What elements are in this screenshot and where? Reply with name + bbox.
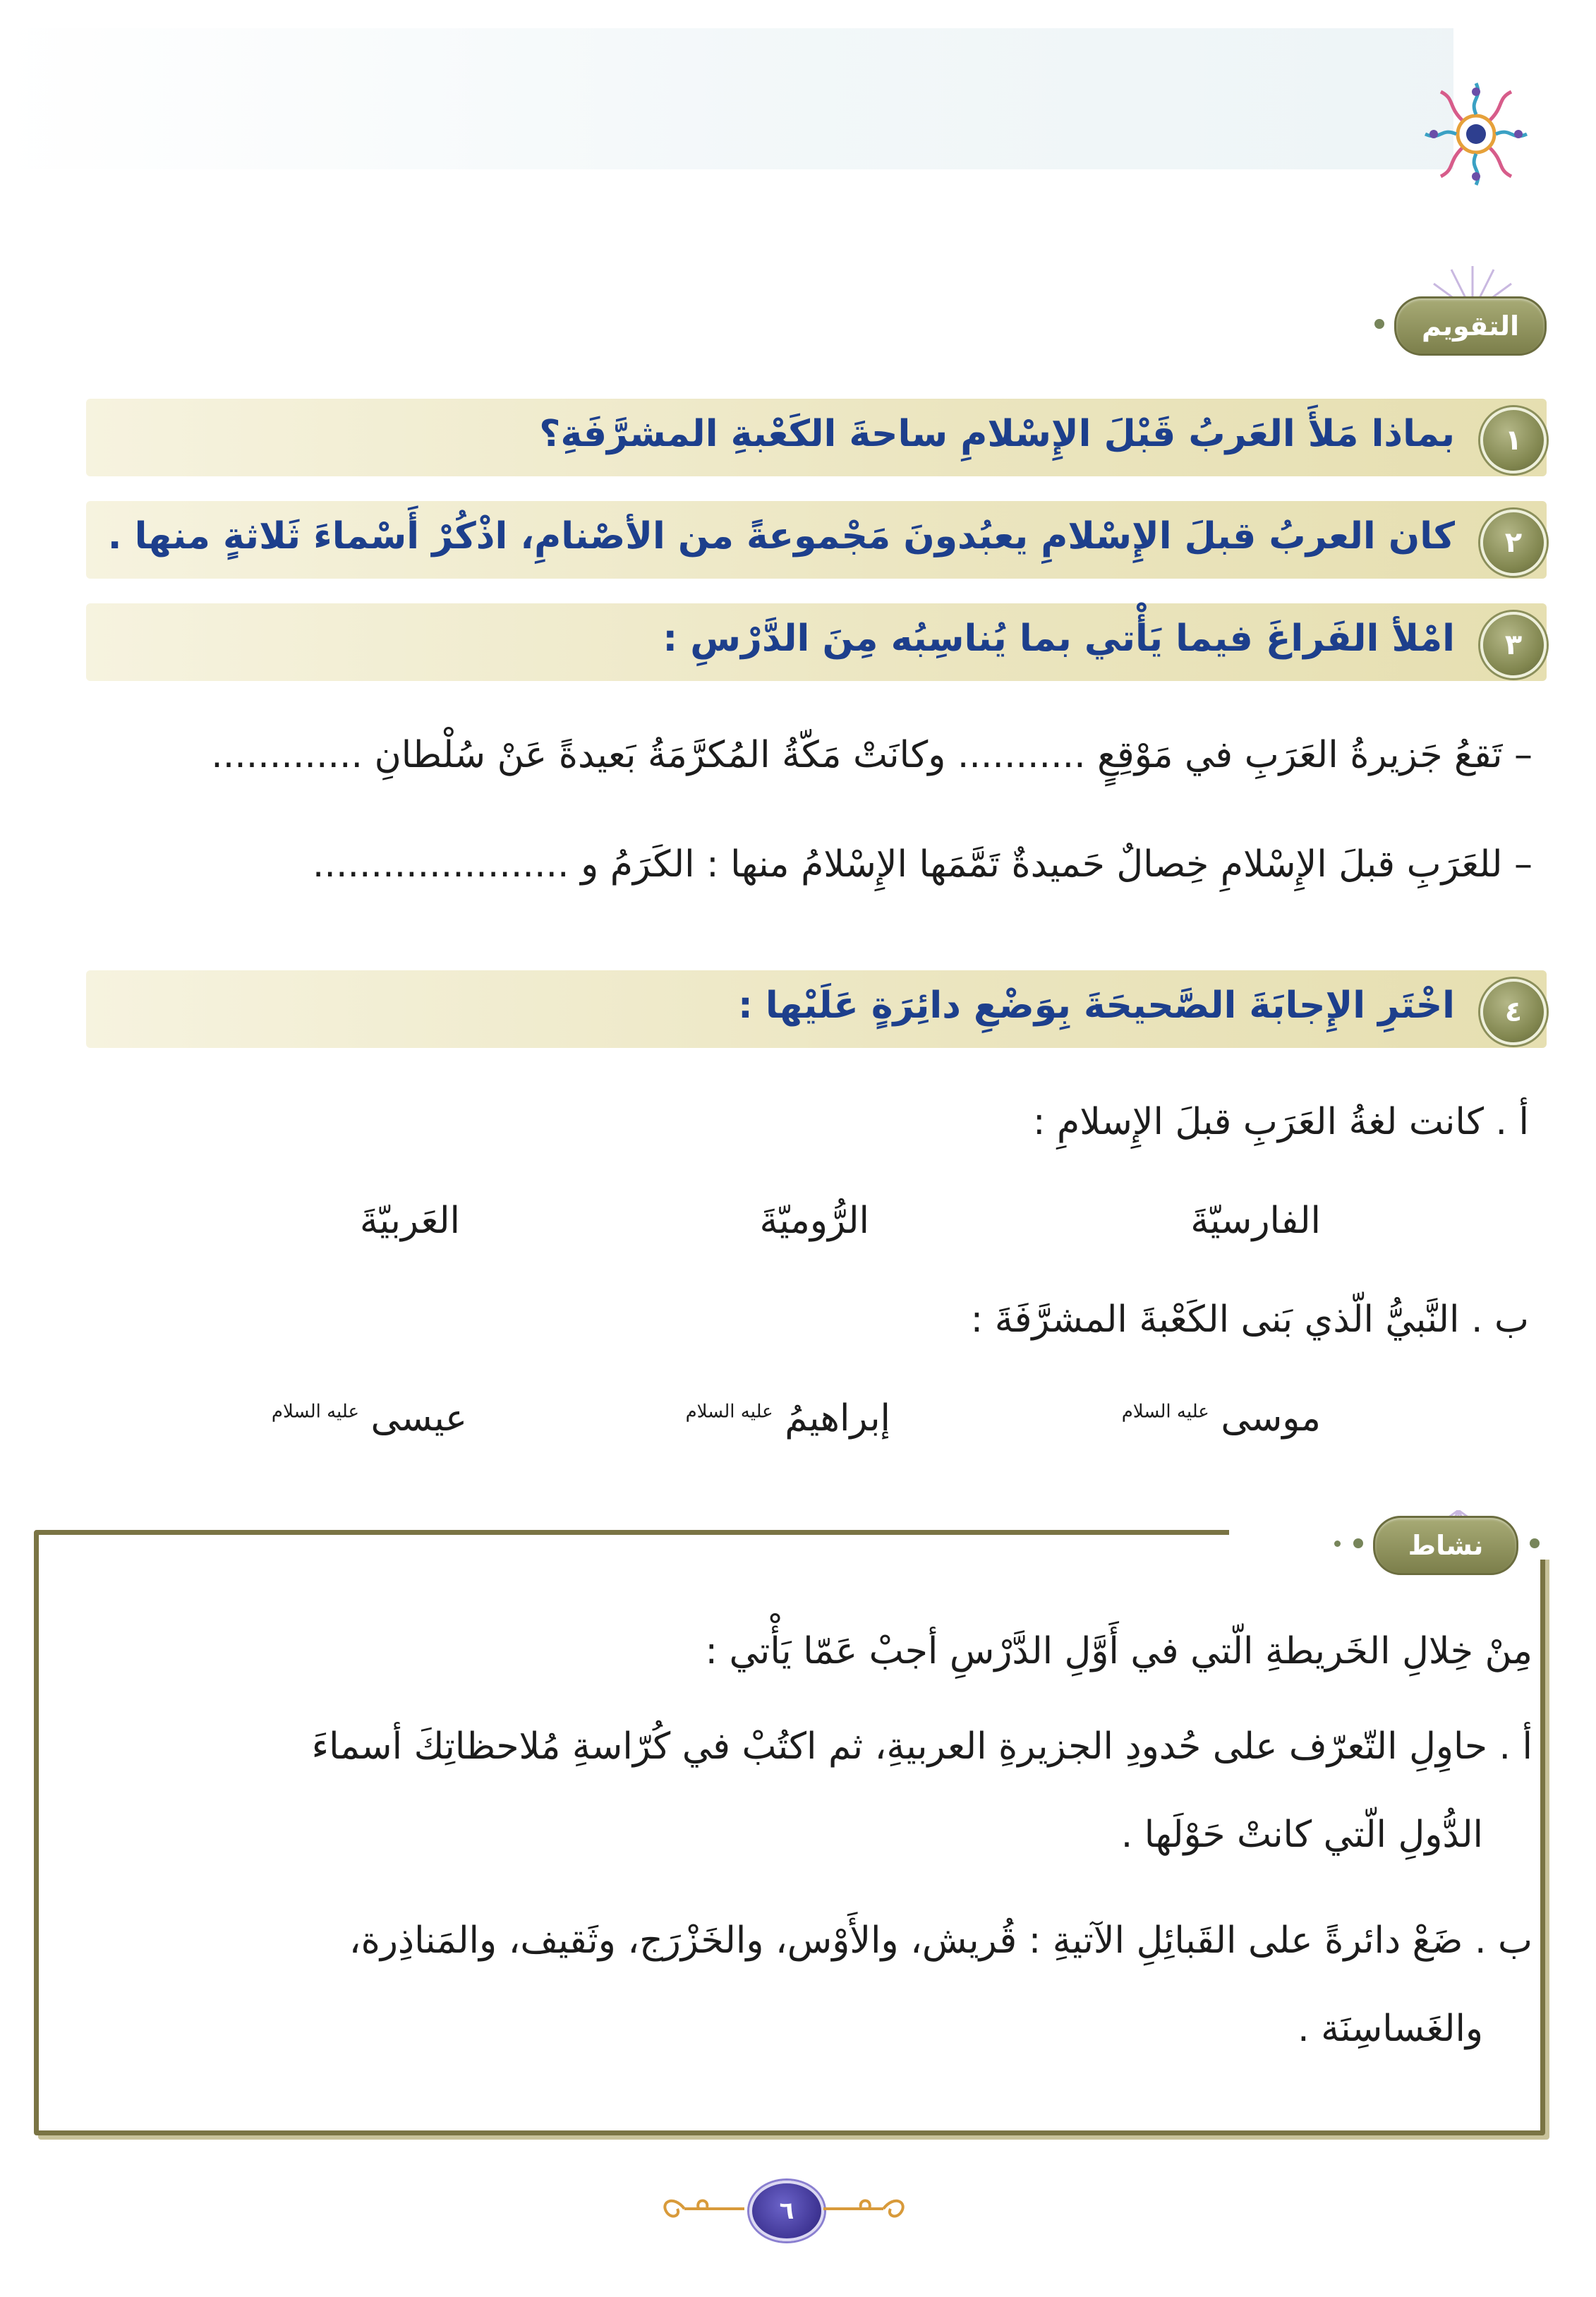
activity-item-a-line-2: الدُّولِ الّتي كانتْ حَوْلَها . — [1120, 1814, 1483, 1856]
question-number-3: ٣ — [1480, 612, 1547, 678]
page-number — [749, 2181, 824, 2241]
question-text-4: اخْتَرِ الإِجابَةَ الصَّحيحَةَ بِوَضْعِ دائِرَةٍ عَلَيْها : — [737, 984, 1455, 1027]
pbuh-glyph: عليه السلام — [685, 1401, 773, 1423]
badge-dot — [1530, 1538, 1540, 1548]
activity-item-b-line-1: ب . ضَعْ دائرةً على القَبائِلِ الآتيةِ : قُريش، والأَوْس، والخَزْرَج، وثَقيف، والمَناذِرة، — [349, 1919, 1532, 1962]
option-musa[interactable] — [1122, 1397, 1321, 1440]
scroll-flourish-left-icon — [656, 2188, 748, 2230]
option-arabic[interactable]: العَربيّةَ — [359, 1200, 460, 1242]
question-text-3: امْلأ الفَراغَ فيما يَأْتي بما يُناسِبُه مِنَ الدَّرْسِ : — [663, 617, 1455, 660]
activity-item-b-line-2: والغَساسِنَة . — [1298, 2008, 1483, 2050]
page-number-label: ٦ — [779, 2197, 794, 2225]
fill-blank-line-2: – للعَرَبِ قبلَ الإِسْلامِ خِصالٌ حَميدةٌ تَمَّمَها الإِسْلامُ منها : الكَرَمُ و ...................... — [312, 843, 1532, 886]
option-isa-label: عيسى — [370, 1397, 467, 1440]
section-label: التقويم — [1421, 311, 1520, 342]
question-number-2: ٢ — [1480, 510, 1547, 576]
option-ibrahim[interactable] — [686, 1397, 890, 1440]
floral-ornament-icon — [1420, 78, 1532, 191]
scroll-flourish-right-icon — [820, 2188, 912, 2230]
section-badge-activity — [1373, 1516, 1518, 1575]
section-badge-evaluation — [1394, 296, 1547, 356]
choice-question-b: ب . النَّبيُّ الّذي بَنى الكَعْبةَ المشرَّفَةَ : — [970, 1298, 1529, 1341]
question-text-1: بماذا مَلأَ العَربُ قَبْلَ الإِسْلامِ ساحةَ الكَعْبةِ المشرَّفَةِ؟ — [539, 413, 1455, 455]
question-text-2: كان العربُ قبلَ الإِسْلامِ يعبُدونَ مَجْموعةً من الأصْنامِ، اذْكُرْ أَسْماءَ ثَلاثةٍ منها . — [107, 515, 1455, 557]
header-band — [0, 28, 1453, 169]
option-persian[interactable]: الفارسيّةَ — [1190, 1200, 1321, 1242]
question-number-1: ١ — [1480, 407, 1547, 474]
pbuh-glyph: عليه السلام — [271, 1401, 360, 1423]
option-roman[interactable]: الرُّوميّةَ — [759, 1200, 869, 1242]
pbuh-glyph: عليه السلام — [1121, 1401, 1209, 1423]
option-musa-label: موسى — [1221, 1397, 1321, 1440]
choice-question-a: أ . كانت لغةُ العَرَبِ قبلَ الإِسلامِ : — [1033, 1101, 1529, 1143]
section-label: نشاط — [1408, 1530, 1484, 1561]
activity-item-a-line-1: أ . حاوِلِ التّعرّف على حُدودِ الجزيرةِ العربيةِ، ثم اكتُبْ في كُرّاسةِ مُلاحظاتِكَ أسماءَ — [311, 1725, 1532, 1768]
option-isa[interactable] — [272, 1397, 467, 1440]
fill-blank-line-1: – تَقعُ جَزيرةُ العَرَبِ في مَوْقِعٍ ........... وكانَتْ مَكّةُ المُكرَّمَةُ بَعيدةً عَنْ سُلْطانِ ............. — [211, 734, 1532, 776]
option-ibrahim-label: إبراهيمُ — [785, 1397, 890, 1440]
badge-dot — [1353, 1538, 1363, 1548]
question-number-4: ٤ — [1480, 979, 1547, 1045]
activity-intro: مِنْ خِلالِ الخَريطةِ الّتي في أَوَّلِ الدَّرْسِ أجبْ عَمّا يَأْتي : — [705, 1630, 1532, 1672]
badge-dot — [1334, 1541, 1341, 1547]
badge-dot — [1374, 319, 1384, 329]
